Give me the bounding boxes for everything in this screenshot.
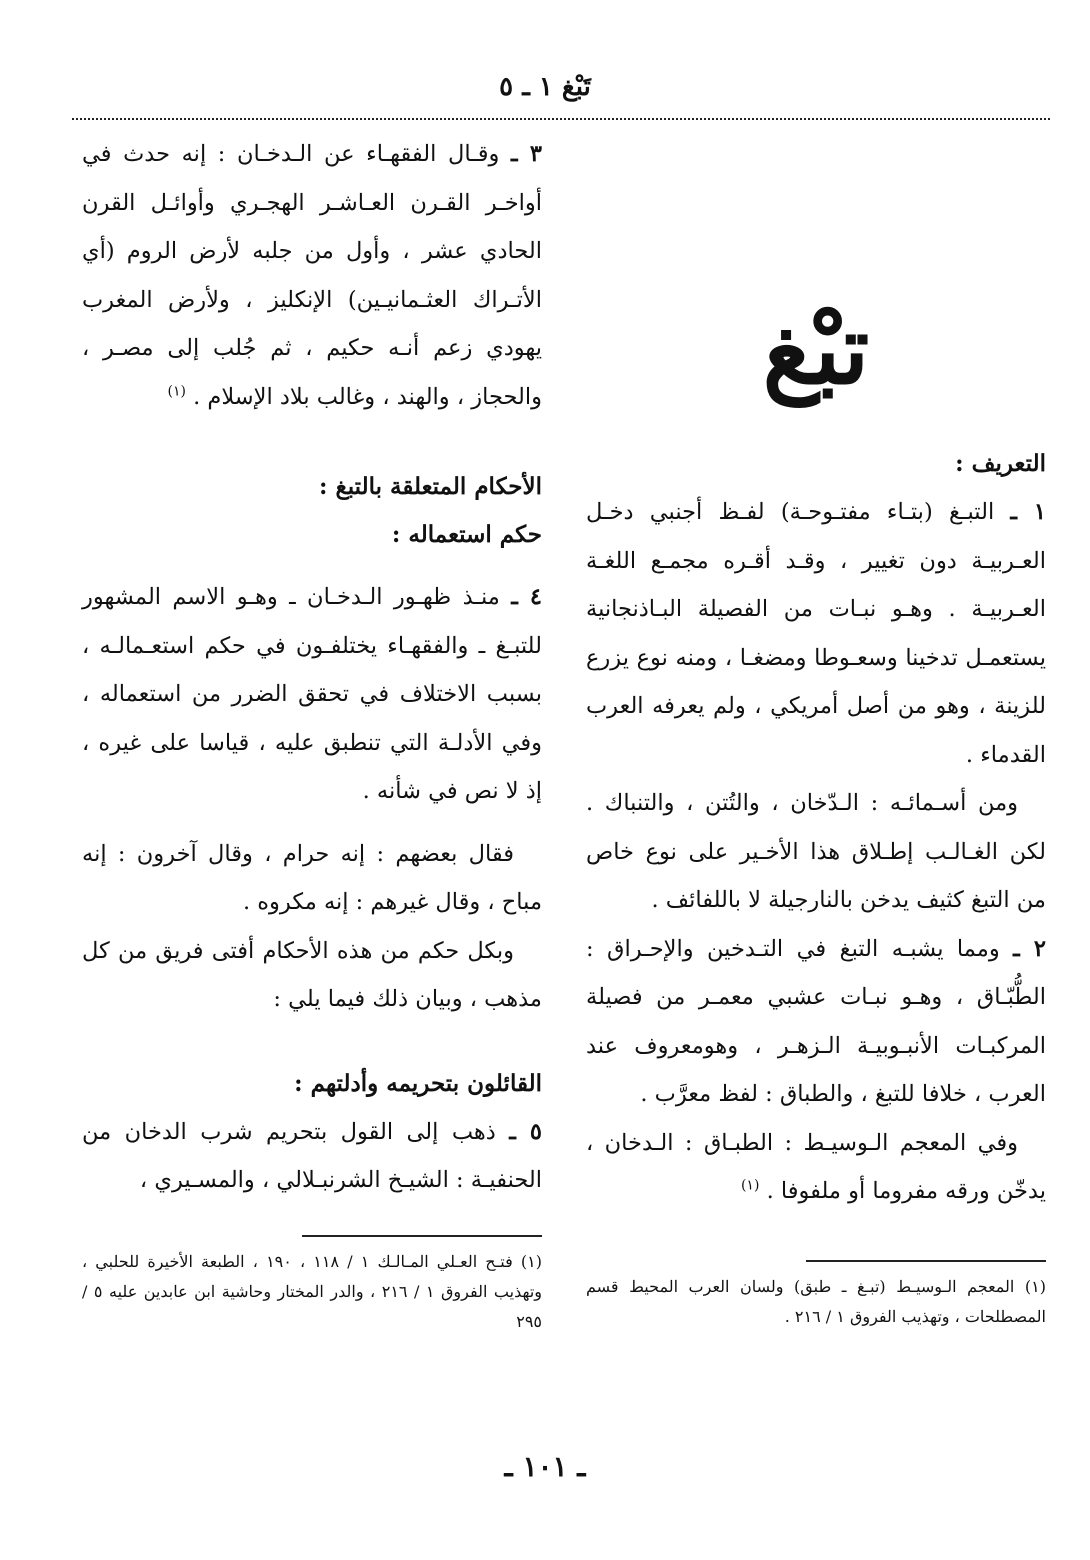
- paragraph-number: ٢ ـ: [1013, 935, 1046, 962]
- paragraph-1: [586, 488, 1046, 779]
- rulings-heading: الأحكام المتعلقة بالتبغ :: [318, 473, 542, 500]
- header-dotted-rule: [72, 118, 1050, 120]
- paragraph-4: [82, 573, 542, 816]
- paragraph-3: [82, 130, 542, 421]
- footnote: (١) فتـح العـلي المـالـك ١ / ١١٨ ، ١٩٠ ، الطبعة الأخيرة للحلبي ، وتهذيب الفروق ١ / ٢١٦ ، والدر المختار وحاشية ابن عابدين عليه ٥ / ٢٩٥: [82, 1251, 543, 1331]
- paragraph-text: وفي المعجم الـوسيـط : الطبـاق : الـدخان ، يدخّن ورقه مفروما أو ملفوفا .: [586, 1129, 1046, 1204]
- paragraph-text: منـذ ظهـور الـدخـان ـ وهـو الاسم المشهور للتبـغ ـ والفقهـاء يختلفـون في حكم استعـمالـه ، بسبب الاختلاف في تحقق الضرر من استعماله ، وفي الأدلـة التي تنطبق عليه ، قياسا على غيره ، إذ لا نص في شأنه .: [82, 584, 542, 804]
- footnote: (١) المعجم الـوسيـط (تبـغ ـ طبق) ولسان العرب المحيط قسم المصطلحات ، وتهذيب الفروق ١ / ٢١٦ .: [586, 1276, 1046, 1326]
- paragraph-2: [586, 925, 1046, 1119]
- paragraph-4c: وبكل حكم من هذه الأحكام أفتى فريق من كل مذهب ، وبيان ذلك فيما يلي :: [82, 937, 542, 1012]
- prohibition-heading: القائلون بتحريمه وأدلتهم :: [294, 1069, 542, 1097]
- usage-heading: حكم استعماله :: [391, 521, 542, 548]
- paragraph-text: ذهب إلى القول بتحريم شرب الدخان من الحنفيـة : الشيـخ الشرنبـلالي ، والمسـيري ،: [82, 1118, 542, 1193]
- definition-heading: التعريف :: [955, 450, 1046, 477]
- footnote-rule: [302, 1235, 542, 1237]
- page-number: ـ ١٠١ ـ: [504, 1450, 586, 1483]
- paragraph-1b: ومن أسـمائـه : الـدّخان ، والتُتن ، والتنباك . لكن الغـالـب إطـلاق هذا الأخـير على نوع خاص من التبغ كثيف يدخن بالنارجيلة لا باللفائف .: [586, 790, 1046, 913]
- running-header: تَبْغ ١ ـ ٥: [499, 72, 591, 102]
- left-column: [82, 130, 542, 1337]
- paragraph-5: [82, 1108, 542, 1205]
- footnote-rule: [806, 1260, 1046, 1262]
- paragraph-2b: [586, 1119, 1046, 1216]
- paragraph-number: ١ ـ: [1010, 499, 1047, 525]
- paragraph-4b: فقال بعضهم : إنه حرام ، وقال آخرون : إنه مباح ، وقال غيرهم : إنه مكروه .: [82, 840, 542, 915]
- footnote-ref: (١): [740, 1177, 760, 1194]
- footnote-ref: (١): [167, 383, 186, 399]
- paragraph-number: ٥ ـ: [509, 1118, 542, 1145]
- right-column: [586, 130, 1046, 1332]
- paragraph-text: التبـغ (بتـاء مفتـوحـة) لفـظ أجنبي دخـل العـربيـة دون تغيير ، وقـد أقـره مجمـع اللغـة العـربيـة . وهـو نبـات من الفصيلة البـاذنجانية يستعمـل تدخينا وسعـوطا ومضغـا ، ومنه نوع يزرع للزينة ، وهو من أصل أمريكي ، ولم يعرفه العرب القدماء .: [586, 499, 1046, 768]
- paragraph-number: ٤ ـ: [511, 584, 542, 610]
- entry-title: تبْغ: [762, 293, 870, 406]
- paragraph-text: وقـال الفقهـاء عن الـدخـان : إنه حدث في أواخـر القـرن العـاشـر الهجـري وأوائـل القرن الحادي عشر ، وأول من جلبه لأرض الروم (أي الأتـراك العثـمانيـين) الإنكليز ، ولأرض المغرب يهودي زعم أنـه حكيم ، ثم جُلب إلى مصـر ، والحجاز ، والهند ، وغالب بلاد الإسلام .: [82, 141, 542, 410]
- paragraph-text: ومما يشبـه التبغ في التـدخين والإحـراق : الطُّبّـاق ، وهـو نبـات عشبي معمـر من فصيلة المركبـات الأنبـوبيـة الـزهـر ، وهومعروف عند العرب ، خلافا للتبغ ، والطباق : لفظ معرَّب .: [586, 935, 1046, 1107]
- paragraph-number: ٣ ـ: [511, 141, 542, 167]
